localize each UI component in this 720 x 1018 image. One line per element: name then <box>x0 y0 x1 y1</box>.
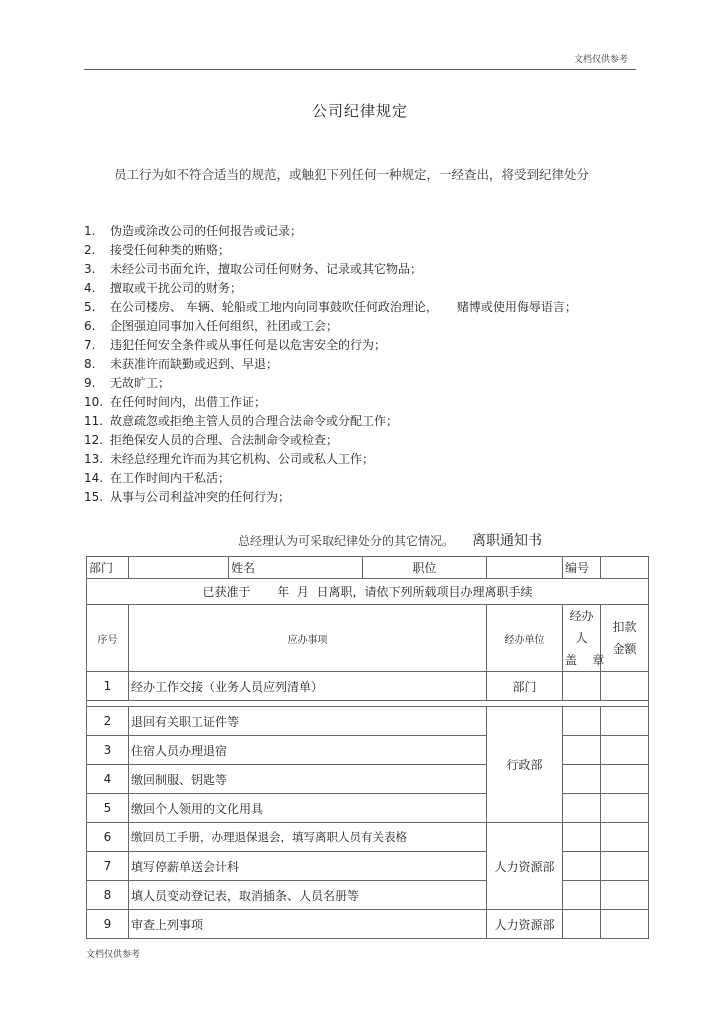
rule-text: 在任何时间内，出借工作证； <box>110 395 267 409</box>
rule-text: 在公司楼房、 车辆、轮船或工地内向同事鼓吹任何政治理论， 赌博或使用侮辱语言； <box>110 300 577 314</box>
item-no: 3 <box>87 736 129 765</box>
dept-label: 部门 <box>87 557 129 579</box>
item-no: 8 <box>87 881 129 910</box>
item-no: 9 <box>87 910 129 939</box>
rule-number: 12. <box>84 433 104 447</box>
rule-number: 5. <box>84 300 96 314</box>
item-no: 2 <box>87 707 129 736</box>
rule-number: 1. <box>84 224 96 238</box>
rule-text: 伪造或涂改公司的任何报告或记录； <box>110 224 303 238</box>
rule-number: 10. <box>84 395 104 409</box>
table-row <box>87 707 649 736</box>
rule-number: 3. <box>84 262 96 276</box>
rule-item <box>84 260 644 279</box>
item-no: 6 <box>87 823 129 852</box>
table-row <box>87 910 649 939</box>
deduct-cell[interactable] <box>601 672 649 701</box>
item-desc: 经办工作交接（业务人员应列清单） <box>129 672 487 701</box>
item-no: 7 <box>87 852 129 881</box>
deduct-cell[interactable] <box>601 765 649 794</box>
footer-note: 文档仅供参考 <box>86 950 141 960</box>
rule-text: 企图强迫同事加入任何组织，社团或工会； <box>110 319 339 333</box>
rule-text: 未获准许而缺勤或迟到、早退； <box>110 357 279 371</box>
rule-item <box>84 279 644 298</box>
rule-text: 故意疏忽或拒绝主管人员的合理合法命令或分配工作； <box>110 414 399 428</box>
item-desc: 审查上列事项 <box>129 910 487 939</box>
deduct-cell[interactable] <box>601 823 649 852</box>
col-handler-line2: 盖 章 <box>565 653 605 667</box>
handler-cell[interactable] <box>563 672 601 701</box>
header-divider <box>84 69 636 70</box>
rule-item <box>84 450 644 469</box>
rule-number: 14. <box>84 471 104 485</box>
handler-cell[interactable] <box>563 823 601 852</box>
table-row <box>87 881 649 910</box>
rule-text: 擅取或干扰公司的财务； <box>110 281 243 295</box>
col-unit: 经办单位 <box>487 605 563 672</box>
number-field[interactable] <box>601 557 649 579</box>
notice-title: 离职通知书 <box>472 533 543 549</box>
rule-text: 接受任何种类的贿赂； <box>110 243 231 257</box>
name-label: 姓名 <box>229 557 363 579</box>
form-header-row <box>87 557 649 579</box>
position-field[interactable] <box>487 557 563 579</box>
rule-text: 拒绝保安人员的合理、合法制命令或检查； <box>110 433 339 447</box>
rule-item <box>84 431 644 450</box>
deduct-cell[interactable] <box>601 736 649 765</box>
item-desc: 住宿人员办理退宿 <box>129 736 487 765</box>
col-no: 序号 <box>87 605 129 672</box>
item-desc: 缴回制服、钥匙等 <box>129 765 487 794</box>
rule-text: 在工作时间内干私活； <box>110 471 231 485</box>
item-unit: 部门 <box>487 672 563 701</box>
number-label: 编号 <box>563 557 601 579</box>
rule-number: 8. <box>84 357 96 371</box>
rule-item <box>84 317 644 336</box>
deduct-cell[interactable] <box>601 707 649 736</box>
rule-item <box>84 241 644 260</box>
col-deduct-line2: 金额 <box>612 642 637 656</box>
rule-number: 6. <box>84 319 96 333</box>
rule-number: 2. <box>84 243 96 257</box>
table-row <box>87 823 649 852</box>
header-note: 文档仅供参考 <box>573 55 628 65</box>
deduct-cell[interactable] <box>601 910 649 939</box>
rule-item <box>84 393 644 412</box>
item-no: 5 <box>87 794 129 823</box>
col-handler <box>563 605 605 672</box>
col-deduct-line1: 扣款 <box>612 620 637 634</box>
rule-item <box>84 374 644 393</box>
table-row <box>87 736 649 765</box>
col-item: 应办事项 <box>129 605 487 672</box>
approval-text: 已获准于 年 月 日离职，请依下列所载项目办理离职手续 <box>87 579 649 605</box>
table-row <box>87 672 649 701</box>
rule-text: 未经公司书面允许，擅取公司任何财务、记录或其它物品； <box>110 262 423 276</box>
item-unit: 人力资源部 <box>487 910 563 939</box>
item-desc: 填写停薪单送会计科 <box>129 852 487 881</box>
dept-field[interactable] <box>129 557 229 579</box>
table-row <box>87 852 649 881</box>
handler-cell[interactable] <box>563 852 601 881</box>
other-cases-text: 总经理认为可采取纪律处分的其它情况。 <box>238 534 455 548</box>
table-row <box>87 765 649 794</box>
rule-text: 无故旷工； <box>110 376 171 390</box>
handler-cell[interactable] <box>563 765 601 794</box>
item-desc: 缴回个人领用的文化用具 <box>129 794 487 823</box>
rule-item <box>84 336 644 355</box>
column-header-row <box>87 605 649 672</box>
item-no: 1 <box>87 672 129 701</box>
item-desc: 填人员变动登记表，取消插条、人员名册等 <box>129 881 487 910</box>
handler-cell[interactable] <box>563 881 601 910</box>
handler-cell[interactable] <box>563 707 601 736</box>
rule-item <box>84 222 644 241</box>
deduct-cell[interactable] <box>601 852 649 881</box>
intro-paragraph: 员工行为如不符合适当的规范，或触犯下列任何一种规定，一经查出，将受到纪律处分 <box>114 167 590 182</box>
item-no: 4 <box>87 765 129 794</box>
handler-cell[interactable] <box>563 794 601 823</box>
rule-number: 7. <box>84 338 96 352</box>
rule-item <box>84 355 644 374</box>
item-desc: 缴回员工手册，办理退保退会，填写离职人员有关表格 <box>129 823 487 852</box>
handler-cell[interactable] <box>563 736 601 765</box>
deduct-cell[interactable] <box>601 794 649 823</box>
page-title: 公司纪律规定 <box>311 102 408 120</box>
col-deduct <box>601 605 649 672</box>
rule-text: 违犯任何安全条件或从事任何是以危害安全的行为； <box>110 338 387 352</box>
hr-unit: 人力资源部 <box>487 823 563 910</box>
rule-item <box>84 412 644 431</box>
approval-row <box>87 579 649 605</box>
rule-number: 9. <box>84 376 96 390</box>
rule-number: 4. <box>84 281 96 295</box>
rule-text: 未经总经理允许而为其它机构、公司或私人工作； <box>110 452 375 466</box>
col-handler-line1: 经办人 <box>569 609 594 645</box>
rule-number: 11. <box>84 414 104 428</box>
admin-unit: 行政部 <box>487 707 563 823</box>
rule-number: 13. <box>84 452 104 466</box>
subline <box>238 530 542 550</box>
rule-item <box>84 469 644 488</box>
rule-text: 从事与公司利益冲突的任何行为； <box>110 490 291 504</box>
deduct-cell[interactable] <box>601 881 649 910</box>
handler-cell[interactable] <box>563 910 601 939</box>
item-desc: 退回有关职工证件等 <box>129 707 487 736</box>
rules-list <box>84 222 644 507</box>
resignation-form <box>86 556 649 939</box>
rule-item <box>84 298 644 317</box>
rule-item <box>84 488 644 507</box>
rule-number: 15. <box>84 490 104 504</box>
table-row <box>87 794 649 823</box>
position-label: 职位 <box>363 557 487 579</box>
